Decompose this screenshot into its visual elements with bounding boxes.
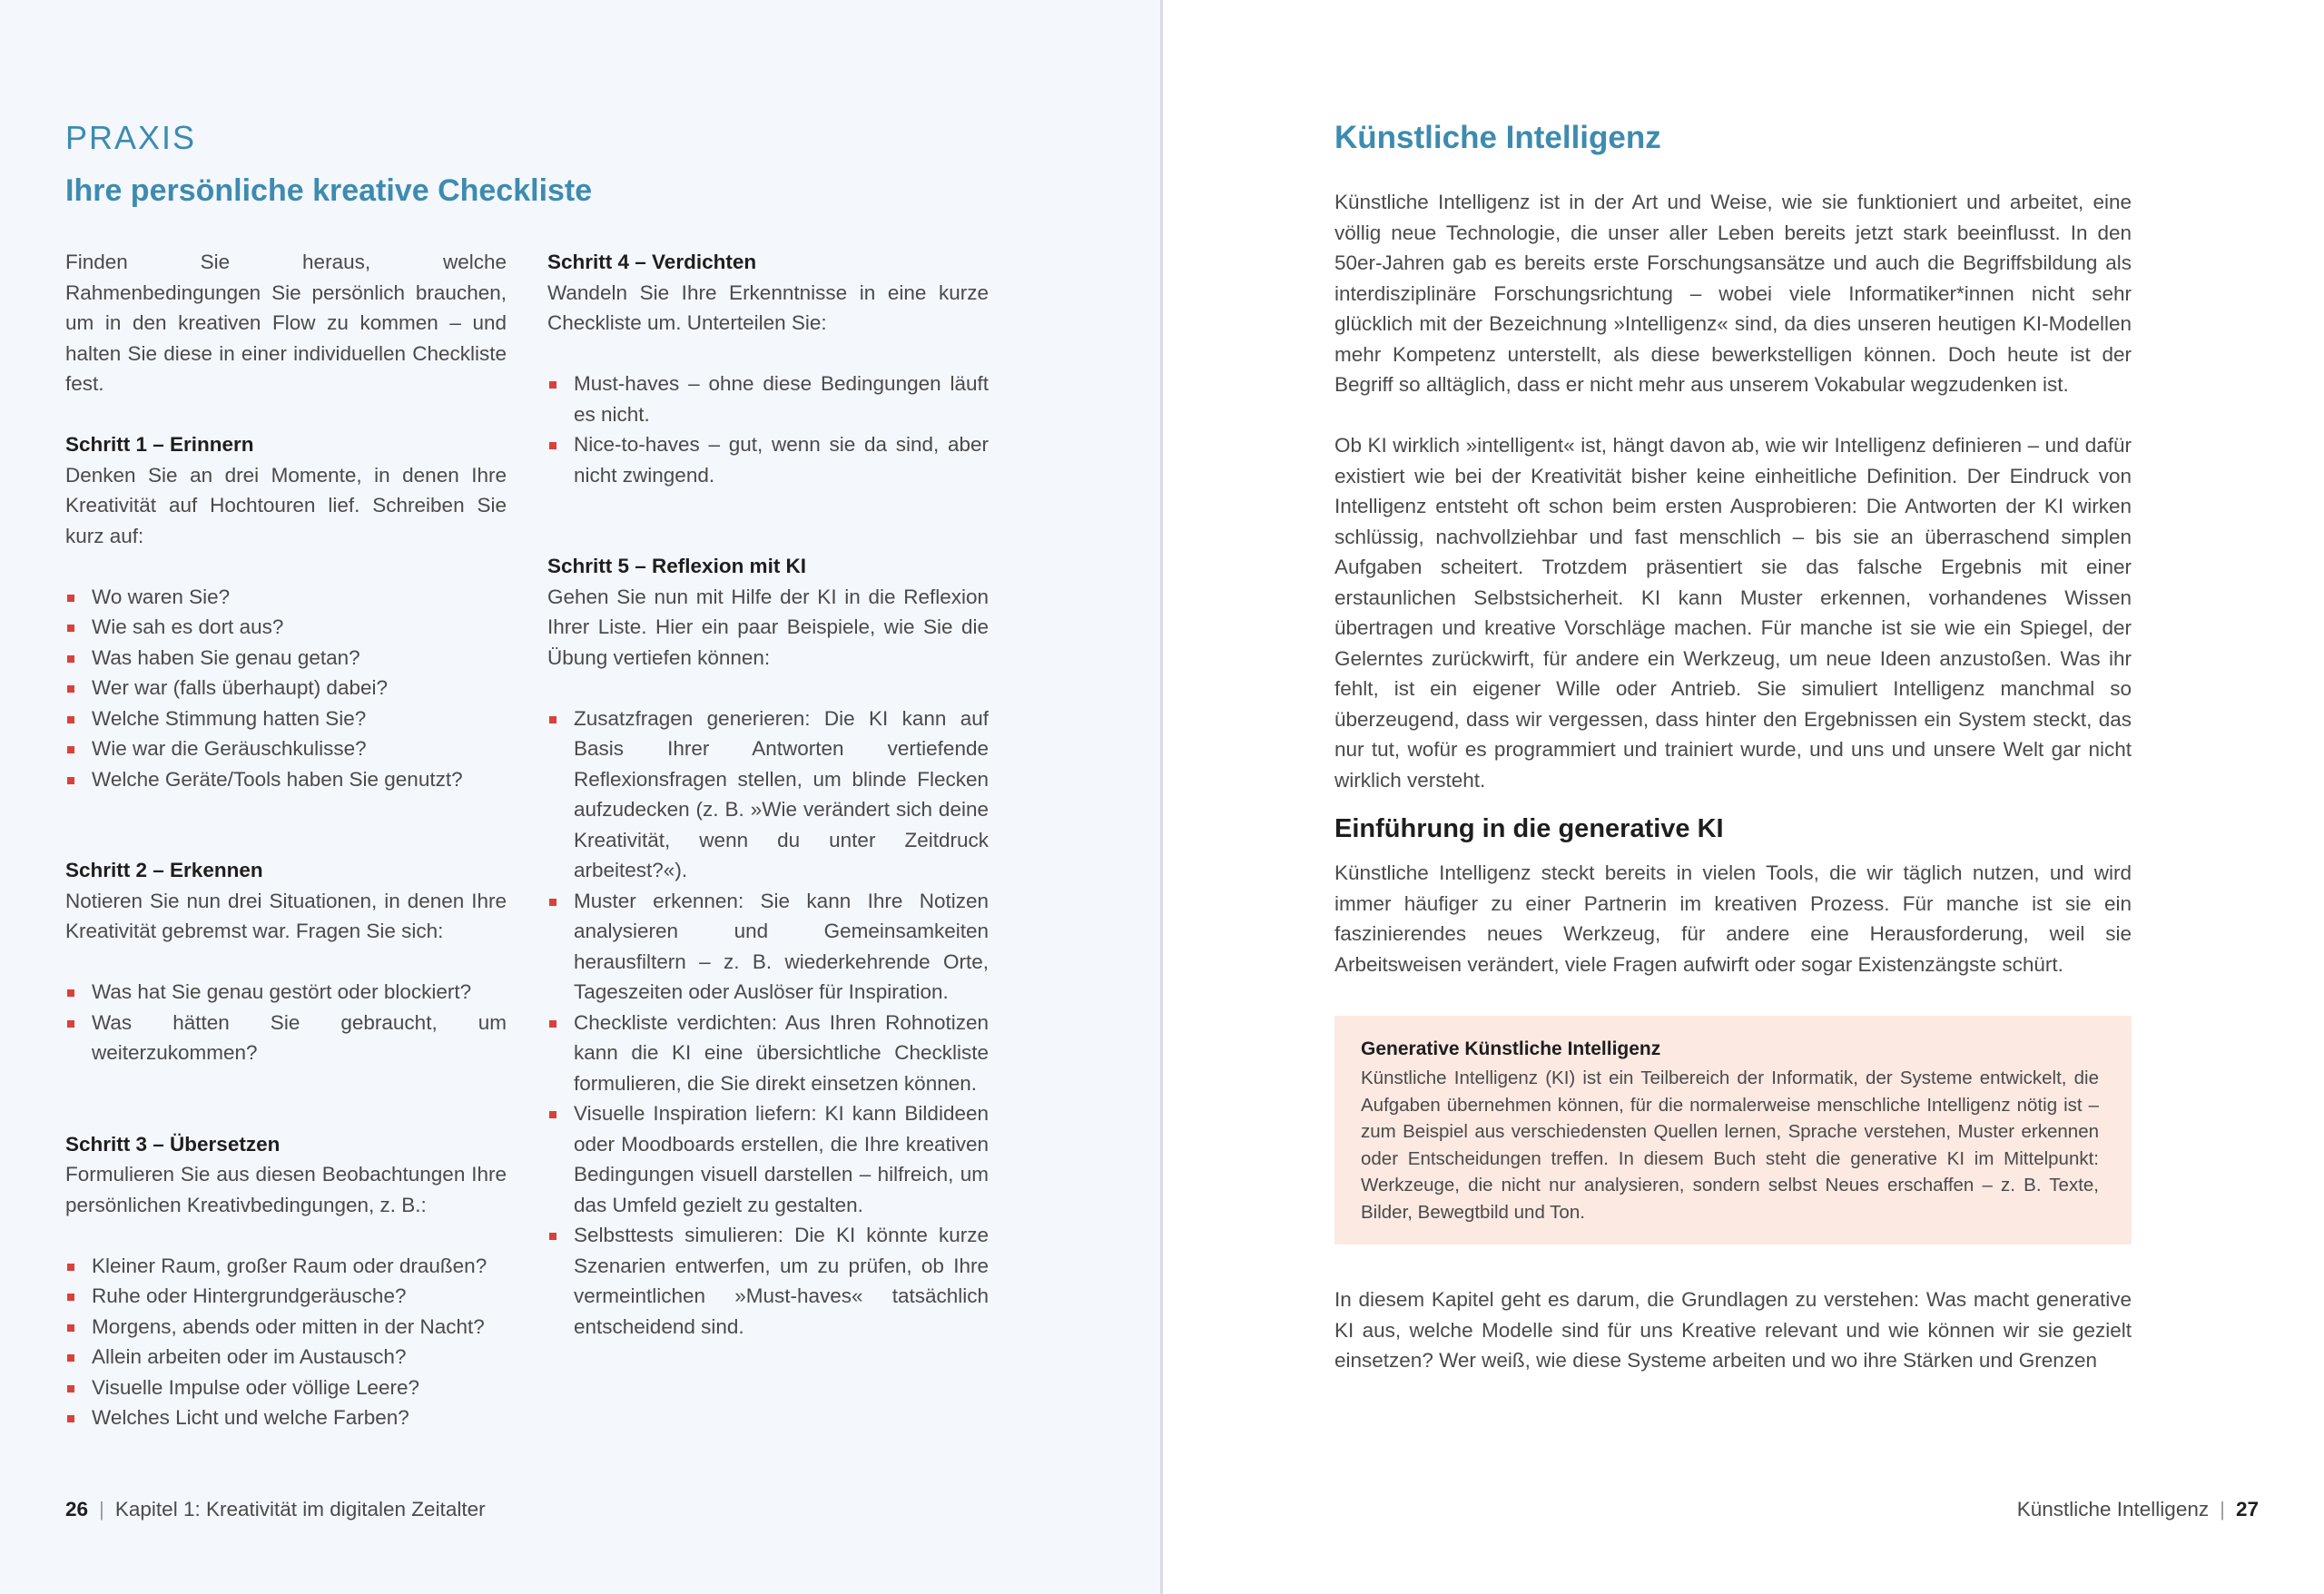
list-item: Wer war (falls überhaupt) dabei? [65,673,507,704]
list-item: Was hätten Sie gebraucht, um weiterzukommen? [65,1008,507,1068]
bullet-icon [549,899,556,906]
step2-list [65,977,507,1068]
bullet-icon [67,1294,74,1301]
bullet-icon [67,1020,74,1028]
footer-separator: | [2220,1498,2225,1520]
list-item: Zusatzfragen generieren: Die KI kann auf Basis Ihrer Antworten vertiefende Reflexionsfragen stellen, um blinde Flecken aufzudecken (z. B. »Wie verändert sich deine Kreativität, wenn du unter Zeitdruck arbeitest?«). [547,704,989,886]
bullet-icon [67,655,74,663]
list-item: Visuelle Impulse oder völlige Leere? [65,1373,507,1403]
step3-list [65,1251,507,1433]
step5-text: Gehen Sie nun mit Hilfe der KI in die Reflexion Ihrer Liste. Hier ein paar Beispiele, wie Sie die Übung vertiefen können: [547,585,989,669]
section-kicker: PRAXIS [65,119,197,156]
list-item: Muster erkennen: Sie kann Ihre Notizen analysieren und Gemeinsamkeiten herausfiltern – z. B. wiederkehrende Orte, Tageszeiten oder Auslöser für Inspiration. [547,886,989,1008]
info-box-title: Generative Künstliche Intelligenz [1361,1038,1661,1059]
right-page-footer [2017,1496,2259,1523]
page-title: Ihre persönliche kreative Checkliste [65,173,593,208]
list-item: Selbsttests simulieren: Die KI könnte kurze Szenarien entwerfen, um zu prüfen, ob Ihre vermeintlichen »Must-haves« tatsächlich entscheidend sind. [547,1220,989,1342]
page-number: 26 [65,1498,89,1520]
step5-list [547,704,989,1343]
bullet-icon [67,989,74,997]
list-item: Welches Licht und welche Farben? [65,1402,507,1433]
info-box [1334,1016,2132,1245]
bullet-icon [67,716,74,723]
step4-list [547,369,989,490]
bullet-icon [549,442,556,449]
bullet-icon [67,1415,74,1422]
chapter-title: Kapitel 1: Kreativität im digitalen Zeitalter [114,1498,486,1520]
step4-text: Wandeln Sie Ihre Erkenntnisse in eine kurze Checkliste um. Unterteilen Sie: [547,280,989,334]
list-item: Allein arbeiten oder im Austausch? [65,1342,507,1373]
list-item: Kleiner Raum, großer Raum oder draußen? [65,1251,507,1282]
bullet-icon [67,777,74,784]
bullet-icon [67,685,74,693]
list-item: Wie war die Geräuschkulisse? [65,733,507,764]
section-title: Künstliche Intelligenz [1334,120,1661,155]
page-number: 27 [2235,1498,2259,1520]
list-item: Was hat Sie genau gestört oder blockiert? [65,977,507,1008]
middle-column [547,247,989,1342]
paragraph-3: Künstliche Intelligenz steckt bereits in vielen Tools, die wir täglich nutzen, und wird immer häufiger zu einer Partnerin im kreativen Prozess. Für manche ist sie ein faszinierendes neues Werkzeug, für andere eine Herausforderung, weil sie Arbeitsweisen verändert, viele Fragen aufwirft oder sogar Existenzängste schürt. [1334,861,2132,976]
list-item: Ruhe oder Hintergrundgeräusche? [65,1281,507,1312]
step3-text: Formulieren Sie aus diesen Beobachtungen Ihre persönlichen Kreativbedingungen, z. B.: [65,1163,507,1216]
step2-heading: Schritt 2 – Erkennen [65,859,263,881]
list-item: Wo waren Sie? [65,582,507,613]
bullet-icon [67,746,74,753]
step1-text: Denken Sie an drei Momente, in denen Ihre Kreativität auf Hochtouren lief. Schreiben Sie kurz auf: [65,463,507,547]
bullet-icon [67,1354,74,1362]
bullet-icon [549,1111,556,1118]
paragraph-4: In diesem Kapitel geht es darum, die Grundlagen zu verstehen: Was macht generative KI aus, welche Modelle sind für uns Kreative relevant und wie können wir sie gezielt einsetzen? Wer weiß, wie diese Systeme arbeiten und wo ihre Stärken und Grenzen [1334,1288,2132,1372]
bullet-icon [67,1264,74,1271]
list-item: Must-haves – ohne diese Bedingungen läuft es nicht. [547,369,989,429]
paragraph-2: Ob KI wirklich »intelligent« ist, hängt davon ab, wie wir Intelligenz definieren – und dafür existiert wie bei der Kreativität bisher keine einheitliche Definition. Der Eindruck von Intelligenz entsteht oft schon beim ersten Ausprobieren: Die Antworten der KI wirken schlüssig, nachvollziehbar und fast menschlich – bis sie an überraschend simplen Aufgaben scheitert. Trotzdem präsentiert sie das falsche Ergebnis mit einer erstaunlichen Selbstsicherheit. KI kann Muster erkennen, vorhandenes Wissen übertragen und kreative Vorschläge machen. Für manche ist sie wie ein Spiegel, der Gelerntes zurückwirft, für andere ein Werkzeug, um neue Ideen anzustoßen. Was ihr fehlt, ist ein eigener Wille oder Antrieb. Sie simuliert Intelligenz manchmal so überzeugend, dass wir vergessen, dass hinter den Ergebnissen ein System steckt, das nur tut, wofür es programmiert und trainiert wurde, und uns und unsere Welt gar nicht wirklich versteht. [1334,434,2132,792]
list-item: Nice-to-haves – gut, wenn sie da sind, aber nicht zwingend. [547,429,989,490]
bullet-icon [67,595,74,602]
list-item: Wie sah es dort aus? [65,612,507,643]
intro-paragraph: Finden Sie heraus, welche Rahmenbedingungen Sie persönlich brauchen, um in den kreativen Flow zu kommen – und halten Sie diese in einer individuellen Checkliste fest. [65,251,507,395]
left-page-footer [65,1496,486,1523]
step2-text: Notieren Sie nun drei Situationen, in denen Ihre Kreativität gebremst war. Fragen Sie sich: [65,889,507,942]
step4-heading: Schritt 4 – Verdichten [547,251,757,273]
step1-heading: Schritt 1 – Erinnern [65,433,254,456]
paragraph-1: Künstliche Intelligenz ist in der Art und Weise, wie sie funktioniert und arbeitet, eine völlig neue Technologie, die unser aller Leben bereits jetzt stark beeinflusst. In den 50er-Jahren gab es bereits erste Forschungsansätze und auch die Begriffsbildung als interdisziplinäre Forschungsrichtung – wobei viele Informatiker*innen nicht sehr glücklich mit der Bezeichnung »Intelligenz« sind, da dies unseren heutigen KI-Modellen mehr Kompetenz unterstellt, als diese bewerkstelligen können. Doch heute ist der Begriff so alltäglich, dass er nicht mehr aus unserem Vokabular wegzudenken ist. [1334,191,2132,396]
step1-list [65,582,507,795]
bullet-icon [67,1324,74,1332]
step5-heading: Schritt 5 – Reflexion mit KI [547,555,807,577]
step3-heading: Schritt 3 – Übersetzen [65,1132,281,1156]
list-item: Morgens, abends oder mitten in der Nacht? [65,1312,507,1343]
bullet-icon [549,1020,556,1028]
list-item: Welche Geräte/Tools haben Sie genutzt? [65,764,507,795]
bullet-icon [67,1385,74,1392]
section-name: Künstliche Intelligenz [2016,1498,2210,1520]
list-item: Visuelle Inspiration liefern: KI kann Bildideen oder Moodboards erstellen, die Ihre kreativen Bedingungen visuell darstellen – hilfreich, um das Umfeld gezielt zu gestalten. [547,1098,989,1220]
bullet-icon [549,1233,556,1240]
info-box-body: Künstliche Intelligenz (KI) ist ein Teilbereich der Informatik, der Systeme entwickelt, die Aufgaben übernehmen können, für die normalerweise menschliche Intelligenz nötig ist – zum Beispiel aus verschiedensten Quellen lernen, Sprache verstehen, Muster erkennen oder Entscheidungen treffen. In diesem Buch steht die generative KI im Mittelpunkt: Werkzeuge, die nicht nur analysieren, sondern selbst Neues erschaffen – z. B. Texte, Bilder, Bewegtbild und Ton. [1361,1068,2099,1223]
list-item: Welche Stimmung hatten Sie? [65,704,507,734]
bullet-icon [67,625,74,632]
bullet-icon [549,716,556,723]
bullet-icon [549,381,556,389]
subsection-heading: Einführung in die generative KI [1334,814,1724,843]
list-item: Was haben Sie genau getan? [65,643,507,674]
left-column [65,247,507,1433]
footer-separator: | [99,1498,104,1520]
list-item: Checkliste verdichten: Aus Ihren Rohnotizen kann die KI eine übersichtliche Checkliste formulieren, die Sie direkt einsetzen können. [547,1008,989,1099]
